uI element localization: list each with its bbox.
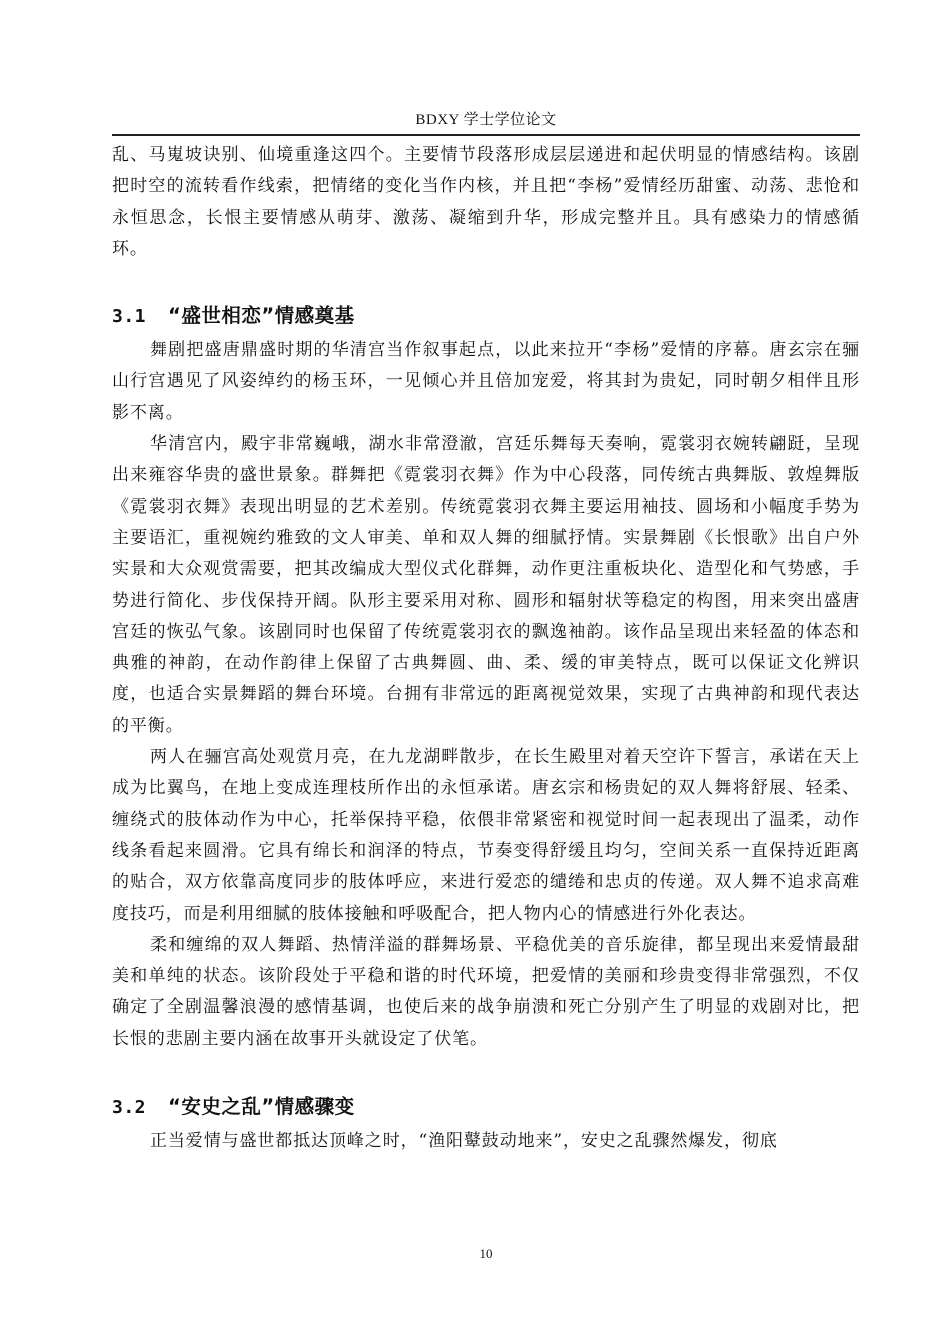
section-heading-3-2 — [112, 1093, 860, 1122]
paragraph: 柔和缠绵的双人舞蹈、热情洋溢的群舞场景、平稳优美的音乐旋律，都呈现出来爱情最甜美和单纯的状态。该阶段处于平稳和谐的时代环境，把爱情的美丽和珍贵变得非常强烈，不仅确定了全剧温馨浪漫的感情基调，也使后来的战争崩溃和死亡分别产生了明显的戏剧对比，把长恨的悲剧主要内涵在故事开头就设定了伏笔。 — [112, 934, 860, 1049]
section-heading-3-1 — [112, 302, 860, 331]
section-title: “安史之乱”情感骤变 — [168, 1095, 355, 1119]
paragraph: 舞剧把盛唐鼎盛时期的华清宫当作叙事起点，以此来拉开“李杨”爱情的序幕。唐玄宗在骊山行宫遇见了风姿绰约的杨玉环，一见倾心并且倍加宠爱，将其封为贵妃，同时朝夕相伴且形影不离。 — [112, 340, 860, 423]
paragraph: 两人在骊宫高处观赏月亮，在九龙湖畔散步，在长生殿里对着天空许下誓言，承诺在天上成为比翼鸟，在地上变成连理枝所作出的永恒承诺。唐玄宗和杨贵妃的双人舞将舒展、轻柔、缠绕式的肢体动作为中心，托举保持平稳，依偎非常紧密和视觉时间一起表现出了温柔，动作线条看起来圆滑。它具有绵长和润泽的特点，节奏变得舒缓且均匀，空间关系一直保持近距离的贴合，双方依靠高度同步的肢体呼应，来进行爱恋的缱绻和忠贞的传递。双人舞不追求高难度技巧，而是利用细腻的肢体接触和呼吸配合，把人物内心的情感进行外化表达。 — [112, 747, 860, 924]
paragraph: 华清宫内，殿宇非常巍峨，湖水非常澄澈，宫廷乐舞每天奏响，霓裳羽衣婉转翩跹，呈现出来雍容华贵的盛世景象。群舞把《霓裳羽衣舞》作为中心段落，同传统古典舞版、敦煌舞版《霓裳羽衣舞》表现出明显的艺术差别。传统霓裳羽衣舞主要运用袖技、圆场和小幅度手势为主要语汇，重视婉约雅致的文人审美、单和双人舞的细腻抒情。实景舞剧《长恨歌》出自户外实景和大众观赏需要，把其改编成大型仪式化群舞，动作更注重板块化、造型化和气势感，手势进行简化、步伐保持开阔。队形主要采用对称、圆形和辐射状等稳定的构图，用来突出盛唐宫廷的恢弘气象。该剧同时也保留了传统霓裳羽衣的飘逸袖韵。该作品呈现出来轻盈的体态和典雅的神韵，在动作韵律上保留了古典舞圆、曲、柔、缓的审美特点，既可以保证文化辨识度，也适合实景舞蹈的舞台环境。台拥有非常远的距离视觉效果，实现了古典神韵和现代表达的平衡。 — [112, 434, 860, 736]
paragraph-continued: 乱、马嵬坡诀别、仙境重逢这四个。主要情节段落形成层层递进和起伏明显的情感结构。该剧把时空的流转看作线索，把情绪的变化当作内核，并且把“李杨”爱情经历甜蜜、动荡、悲怆和永恒思念，长恨主要情感从萌芽、激荡、凝缩到升华，形成完整并且。具有感染力的情感循环。 — [112, 145, 860, 259]
page-body — [112, 140, 860, 1157]
page-number: 10 — [479, 1246, 493, 1261]
header-rule — [112, 134, 860, 136]
running-header: BDXY 学士学位论文 — [415, 112, 557, 128]
section-number: 3.1 — [112, 306, 147, 328]
section-number: 3.2 — [112, 1097, 147, 1119]
paragraph: 正当爱情与盛世都抵达顶峰之时，“渔阳鼙鼓动地来”，安史之乱骤然爆发，彻底 — [150, 1131, 778, 1152]
section-title: “盛世相恋”情感奠基 — [168, 304, 355, 328]
